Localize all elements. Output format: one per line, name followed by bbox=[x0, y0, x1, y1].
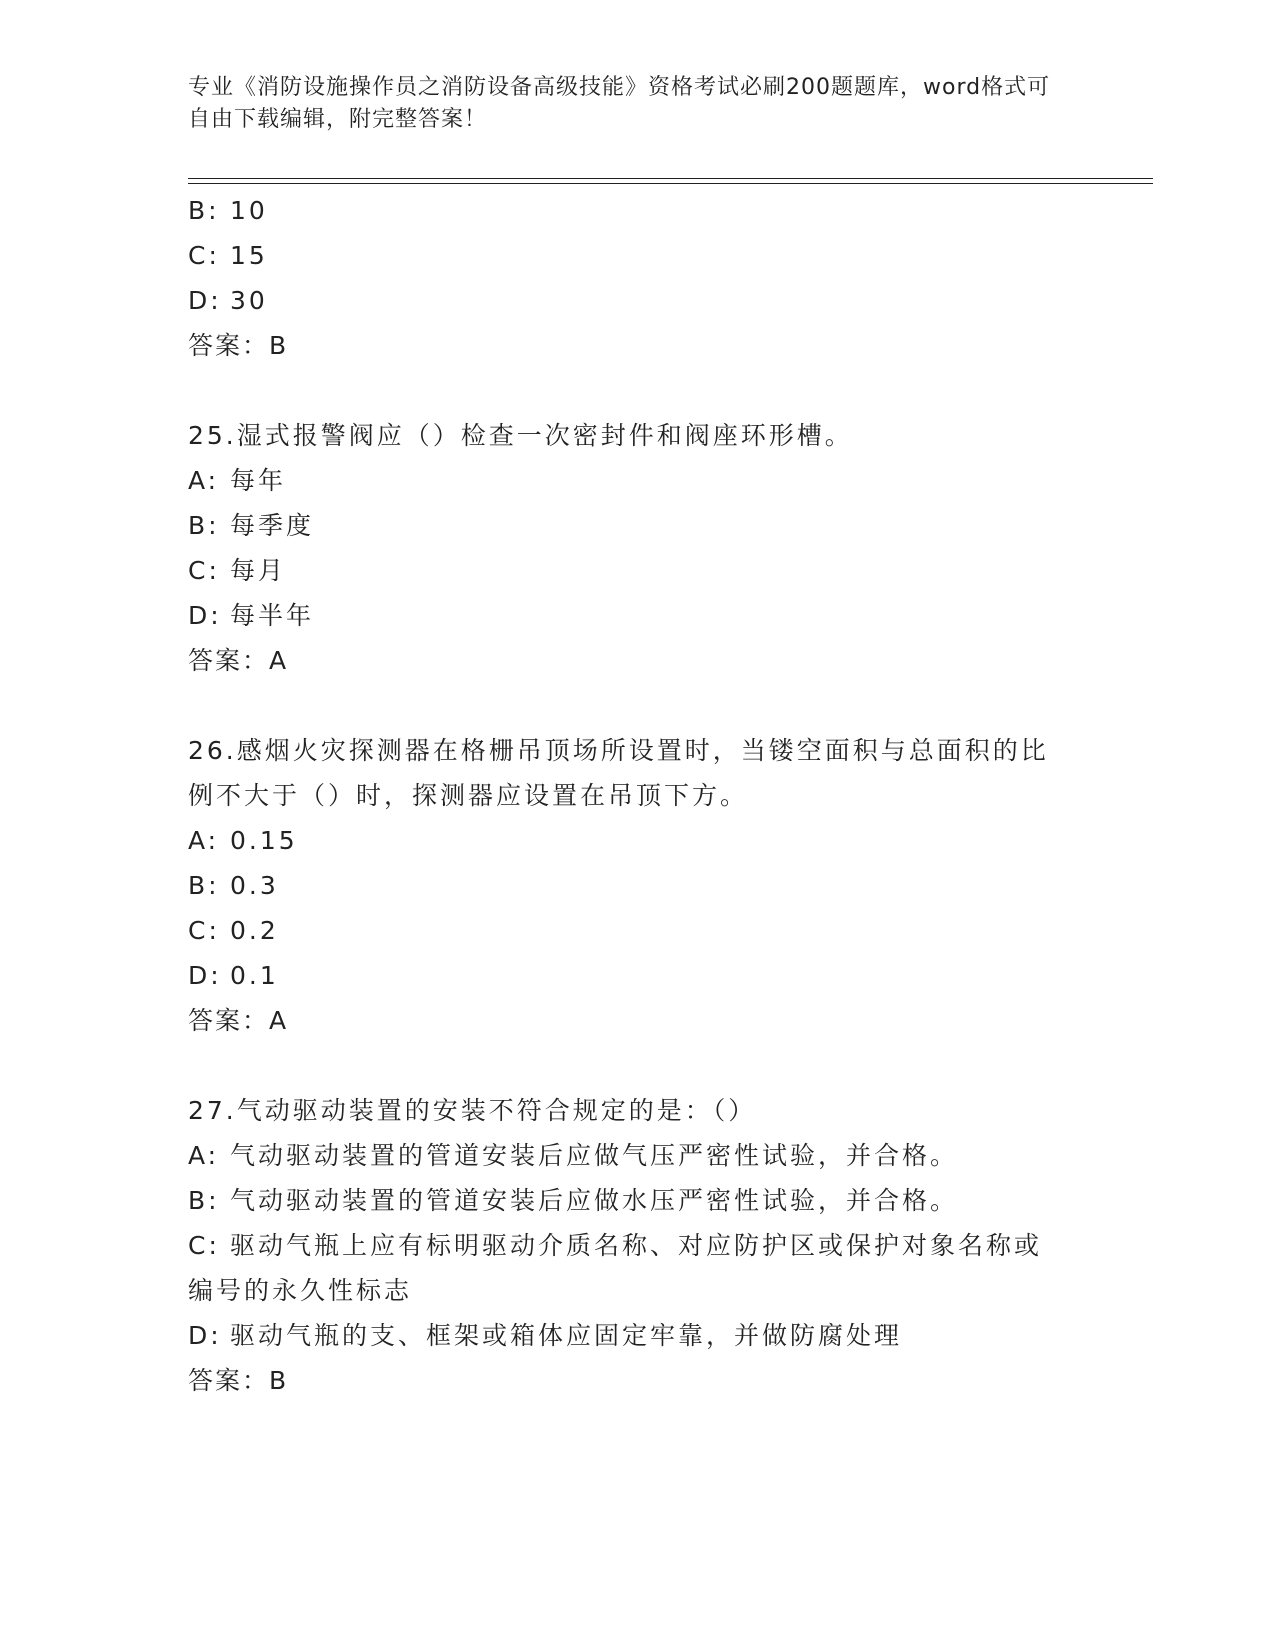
option-c: C: 每月 bbox=[188, 556, 287, 585]
answer-line: 答案：B bbox=[188, 331, 289, 360]
option-b: B: 10 bbox=[188, 196, 268, 225]
question-26-stem-line-1: 26.感烟火灾探测器在格栅吊顶场所设置时，当镂空面积与总面积的比 bbox=[188, 736, 1049, 765]
option-a: A: 气动驱动装置的管道安装后应做气压严密性试验，并合格。 bbox=[188, 1141, 959, 1170]
option-b: B: 气动驱动装置的管道安装后应做水压严密性试验，并合格。 bbox=[188, 1186, 959, 1215]
question-27-stem: 27.气动驱动装置的安装不符合规定的是：（） bbox=[188, 1096, 757, 1125]
option-c: C: 0.2 bbox=[188, 916, 279, 945]
option-d: D: 0.1 bbox=[188, 961, 279, 990]
option-c: C: 15 bbox=[188, 241, 268, 270]
question-25-stem: 25.湿式报警阀应（）检查一次密封件和阀座环形槽。 bbox=[188, 421, 853, 450]
header-divider-bottom bbox=[188, 183, 1153, 184]
answer-line: 答案：A bbox=[188, 1006, 289, 1035]
option-d: D: 30 bbox=[188, 286, 268, 315]
answer-line: 答案：B bbox=[188, 1366, 289, 1395]
header-divider-top bbox=[188, 178, 1153, 179]
option-d: D: 驱动气瓶的支、框架或箱体应固定牢靠，并做防腐处理 bbox=[188, 1321, 903, 1350]
option-b: B: 0.3 bbox=[188, 871, 279, 900]
option-c-continuation: 编号的永久性标志 bbox=[188, 1276, 413, 1305]
document-header: 专业《消防设施操作员之消防设备高级技能》资格考试必刷200题题库，word格式可自由下载编辑，附完整答案！ bbox=[188, 75, 1051, 132]
question-26-stem-line-2: 例不大于（）时，探测器应设置在吊顶下方。 bbox=[188, 781, 749, 810]
answer-line: 答案：A bbox=[188, 646, 289, 675]
option-d: D: 每半年 bbox=[188, 601, 315, 630]
option-c: C: 驱动气瓶上应有标明驱动介质名称、对应防护区或保护对象名称或 bbox=[188, 1231, 1043, 1260]
option-a: A: 每年 bbox=[188, 466, 287, 495]
option-a: A: 0.15 bbox=[188, 826, 298, 855]
option-b: B: 每季度 bbox=[188, 511, 315, 540]
